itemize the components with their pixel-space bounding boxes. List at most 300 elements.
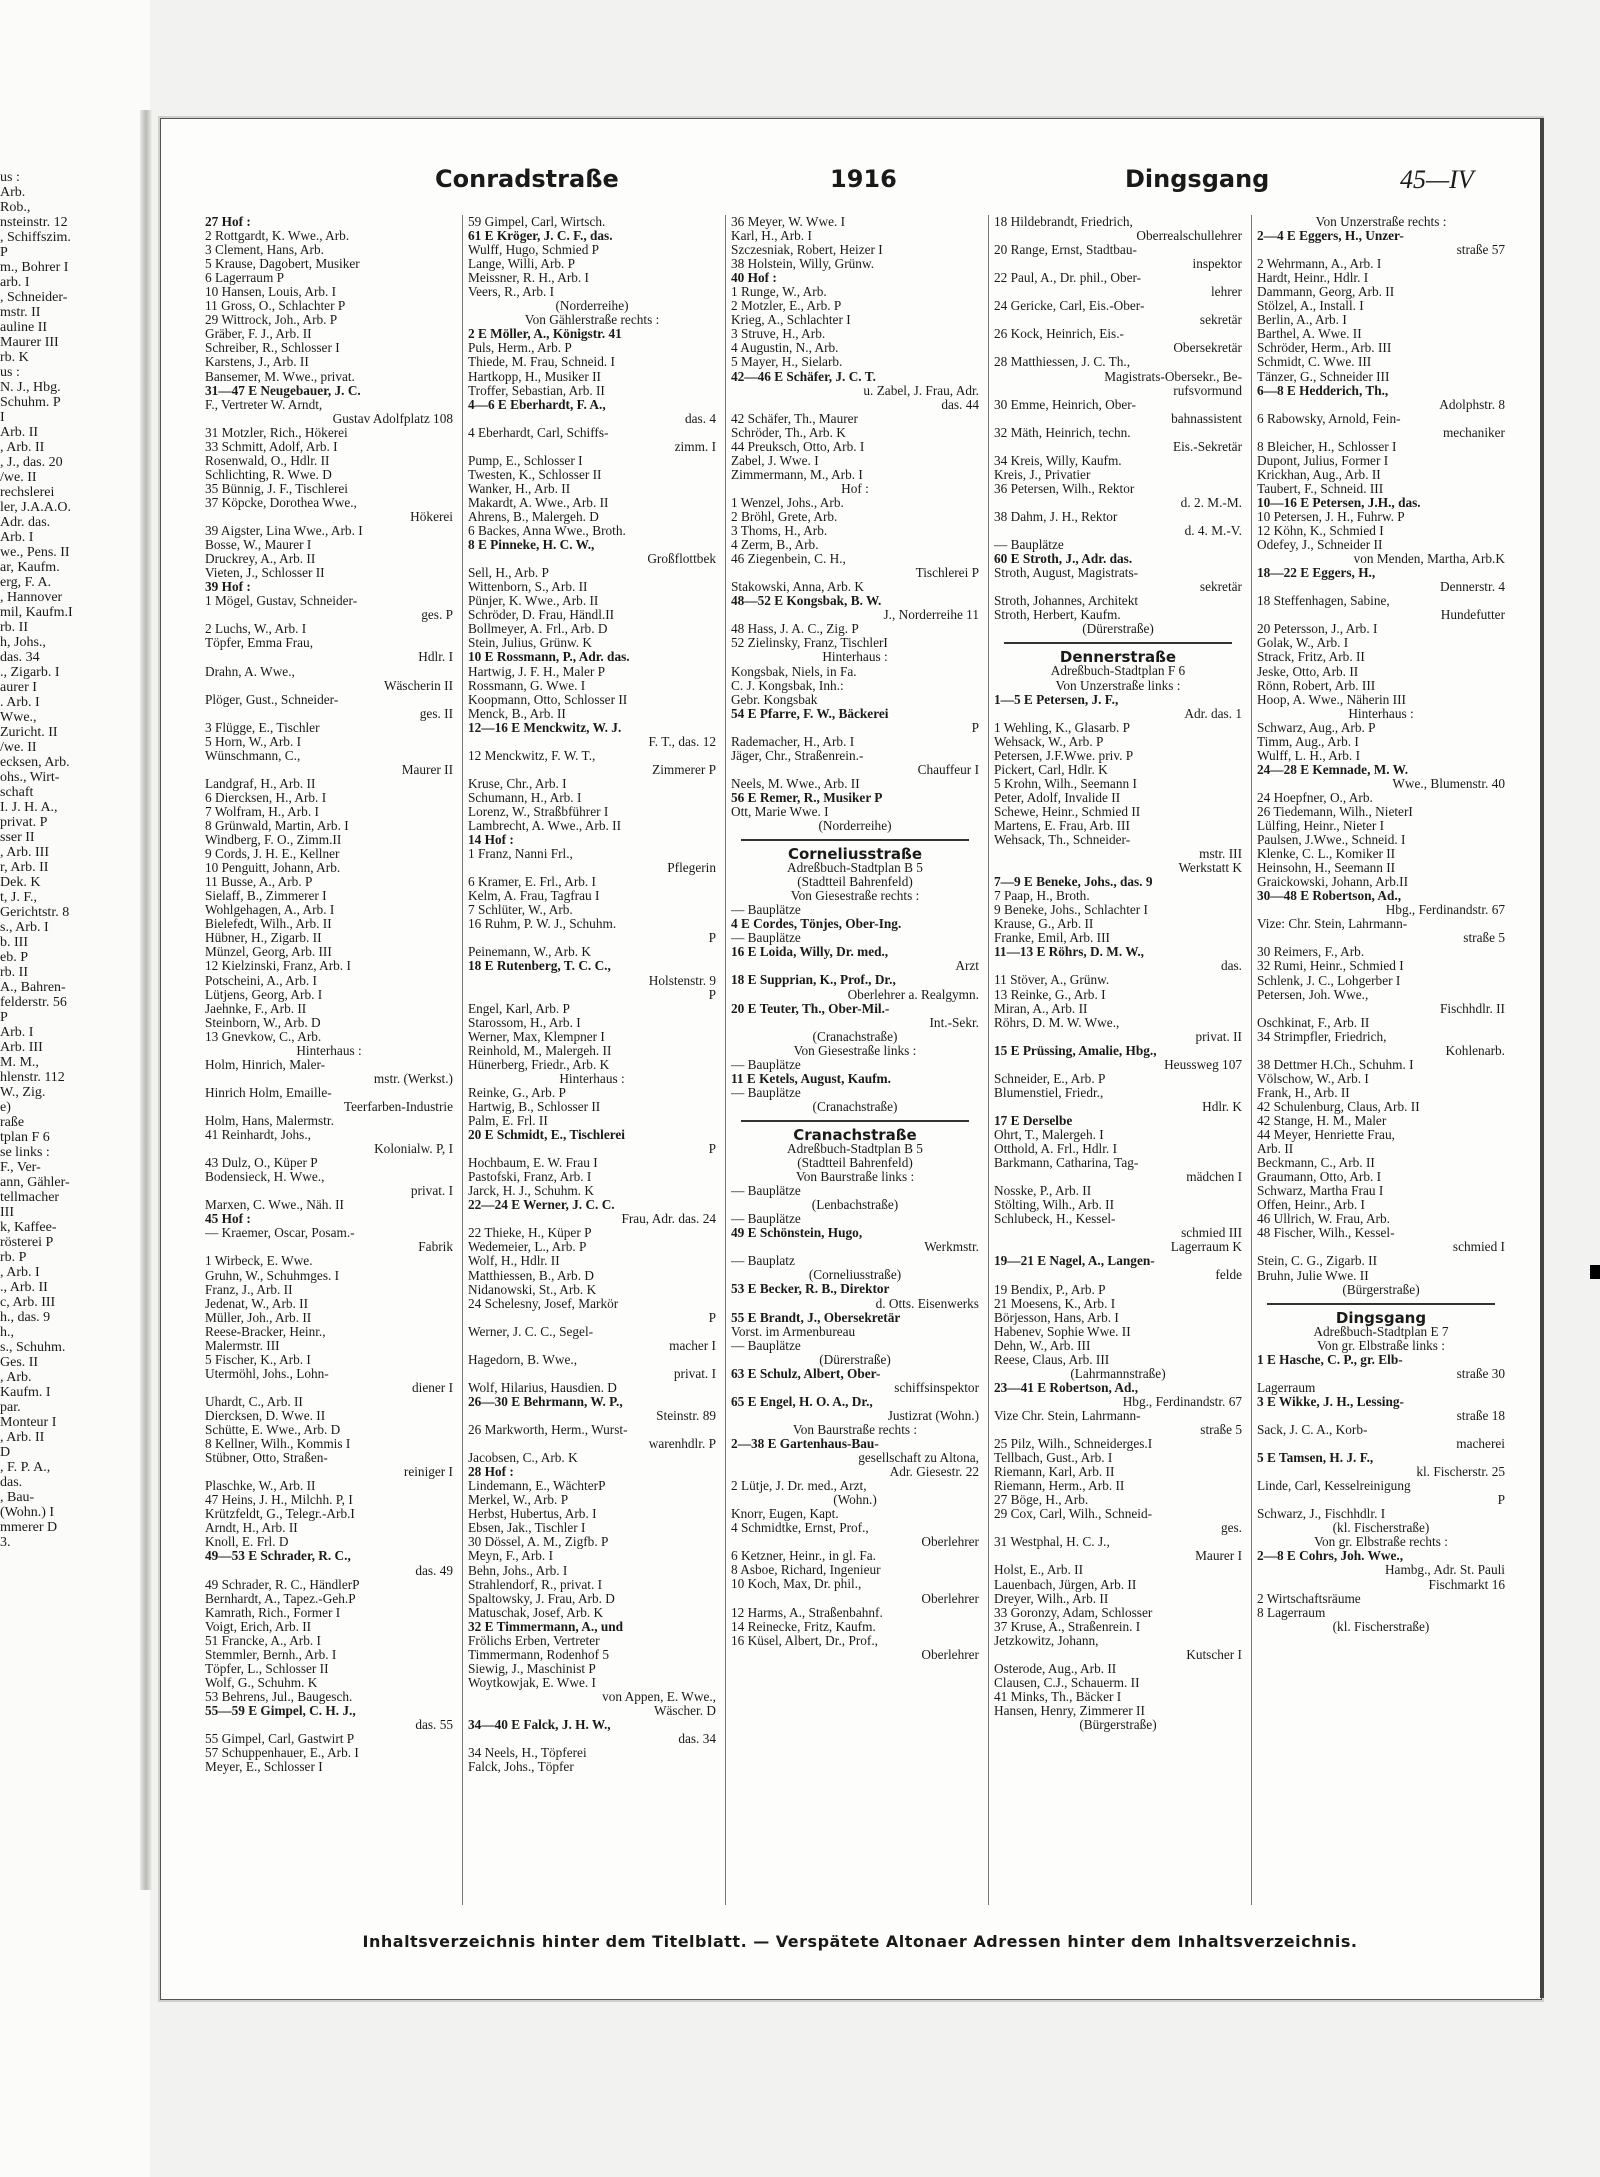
directory-entry: schmied III [1181,1225,1242,1241]
directory-entry: inspektor [1192,256,1242,272]
directory-entry: Lütjens, Georg, Arb. I [205,986,323,1002]
directory-entry: Schröder, D. Frau, Händl.II [468,607,615,623]
gutter-line: . Arb. I [0,695,40,710]
directory-entry: 41 Reinhardt, Johs., [205,1127,311,1143]
directory-entry: Matuschak, Josef, Arb. K [468,1604,604,1620]
directory-entry: Meyn, F., Arb. I [468,1548,553,1564]
directory-entry: Lambrecht, A. Wwe., Arb. II [468,818,621,834]
gutter-line: erg, F. A. [0,575,52,590]
gutter-line: t, J. F., [0,890,38,905]
directory-entry: 37 Kruse, A., Straßenrein. I [994,1618,1141,1634]
directory-entry: Jäger, Chr., Straßenrein.- [731,747,864,763]
header-year: 1916 [830,165,897,193]
directory-entry: Kelm, A. Frau, Tagfrau I [468,888,600,904]
directory-entry: 14 Reinecke, Fritz, Kaufm. [731,1618,876,1634]
directory-entry: das. 55 [415,1717,453,1733]
directory-entry: Oberlehrer [921,1534,979,1550]
directory-entry: Schumann, H., Arb. I [468,789,582,805]
directory-entry: Dupont, Julius, Former I [1257,452,1389,468]
gutter-line: , Arb. [0,1370,32,1385]
directory-entry: 14 Hof : [468,832,514,848]
directory-entry: Müller, Joh., Arb. II [205,1309,312,1325]
directory-entry: Hof : [841,480,869,496]
directory-entry: 8 Lagerraum [1257,1604,1326,1620]
directory-entry: Matthiessen, B., Arb. D [468,1267,594,1283]
directory-entry: Dennerstr. 4 [1440,579,1505,595]
directory-entry: 31 Westphal, H. C. J., [994,1534,1110,1550]
directory-entry: das. 44 [941,396,979,412]
directory-entry: Hartwig, J. F. H., Maler P [468,663,606,679]
directory-entry: Peinemann, W., Arb. K [468,944,591,960]
directory-entry: straße 57 [1456,242,1505,258]
gutter-line: mstr. II [0,305,41,320]
directory-entry: Plaschke, W., Arb. II [205,1478,316,1494]
column-divider [725,215,726,1905]
directory-entry: 44 Meyer, Henriette Frau, [1257,1127,1395,1143]
directory-entry: Werner, Max, Klempner I [468,1028,605,1044]
directory-entry: 4 Eberhardt, Carl, Schiffs- [468,424,609,440]
gutter-line: sser II [0,830,35,845]
directory-entry: Karl, H., Arb. I [731,228,812,244]
directory-entry: 39 Aigster, Lina Wwe., Arb. I [205,523,363,539]
column-2 [468,215,716,1915]
directory-entry: 27 Böge, H., Arb. [994,1492,1089,1508]
directory-entry: 1 Wirbeck, E. Wwe. [205,1253,313,1269]
directory-entry: Stölting, Wilh., Arb. II [994,1197,1115,1213]
directory-entry: 10 Penguitt, Johann, Arb. [205,860,341,876]
directory-entry: 5 Horn, W., Arb. I [205,733,302,749]
directory-entry: Lülfing, Heinr., Nieter I [1257,818,1385,834]
directory-entry: Knoll, E. Frl. D [205,1534,289,1550]
directory-entry: 18 E Rutenberg, T. C. C., [468,958,611,974]
directory-entry: 2 Rottgardt, K. Wwe., Arb. [205,228,350,244]
directory-entry: Maurer I [1195,1548,1242,1564]
directory-entry: 12 Harms, A., Straßenbahnf. [731,1604,883,1620]
gutter-line: rösterei P [0,1235,54,1250]
directory-entry: Schlenk, J. C., Lohgerber I [1257,972,1401,988]
directory-entry: Zabel, J. Wwe. I [731,452,819,468]
directory-entry: Ohrt, T., Malergeh. I [994,1127,1104,1142]
directory-entry: 16 Ruhm, P. W. J., Schuhm. [468,916,617,932]
directory-entry: Timm, Aug., Arb. I [1257,733,1359,749]
directory-entry: Stein, Julius, Grünw. K [468,635,592,651]
directory-entry: 10 Koch, Max, Dr. phil., [731,1576,862,1592]
directory-entry: Rossmann, G. Wwe. I [468,677,586,693]
directory-entry: straße 5 [1463,930,1505,946]
directory-entry: Frau, Adr. das. 24 [621,1211,716,1227]
directory-entry: Szczesniak, Robert, Heizer I [731,242,883,258]
directory-entry: mstr. III [1199,846,1242,862]
directory-entry: 32 Rumi, Heinr., Schmied I [1257,958,1404,974]
directory-entry: Riemann, Herm., Arb. II [994,1478,1125,1494]
gutter-line: rb. II [0,620,28,635]
gutter-line: s., Schuhm. [0,1340,66,1355]
directory-entry: Taubert, F., Schneid. III [1257,480,1384,496]
directory-entry: Von gr. Elbstraße rechts : [1314,1534,1448,1550]
directory-entry: 54 E Pfarre, F. W., Bäckerei [731,705,889,721]
gutter-line: A., Bahren- [0,980,66,995]
directory-entry: kl. Fischerstr. 25 [1416,1464,1505,1480]
directory-entry: 6 Kramer, E. Frl., Arb. I [468,874,596,890]
directory-entry: 32 E Timmermann, A., und [468,1618,624,1634]
directory-entry: Maurer II [401,761,453,777]
directory-entry: 2 Motzler, E., Arb. P [731,298,842,314]
directory-entry: 51 Francke, A., Arb. I [205,1632,321,1648]
directory-entry: 45 Hof : [205,1211,251,1227]
gutter-line: , J., das. 20 [0,455,63,470]
directory-entry: Völschow, W., Arb. I [1257,1070,1369,1086]
directory-entry: Eis.-Sekretär [1172,438,1242,454]
directory-entry: Marxen, C. Wwe., Näh. II [205,1197,344,1213]
directory-entry: 8 Asboe, Richard, Ingenieur [731,1562,881,1578]
gutter-line: se links : [0,1145,50,1160]
column-5 [1257,215,1505,1915]
directory-entry: Bansemer, M. Wwe., privat. [205,368,355,384]
gutter-line: eb. P [0,950,28,965]
directory-entry: Bosse, W., Maurer I [205,537,312,553]
directory-entry: Heinsohn, H., Seemann II [1257,860,1396,876]
directory-entry: privat. I [673,1365,716,1381]
directory-entry: Habenev, Sophie Wwe. II [994,1323,1131,1339]
directory-entry: Rosenwald, O., Hdlr. II [205,452,330,468]
gutter-line: Rob., [0,200,31,215]
directory-entry: Pflegerin [667,860,716,876]
section-rule [1004,642,1232,644]
gutter-line: /we. II [0,740,37,755]
directory-entry: Wehsack, Th., Schneider- [994,832,1131,848]
directory-entry: Bodensieck, H. Wwe., [205,1169,325,1185]
directory-entry: Hünerberg, Friedr., Arb. K [468,1056,610,1072]
directory-entry: Hdlr. I [418,649,453,665]
gutter-line: , Hannover [0,590,63,605]
directory-entry: Schröder, Th., Arb. K [731,424,846,440]
directory-entry: 9 Beneke, Johs., Schlachter I [994,902,1148,918]
directory-entry: Pickert, Carl, Hdlr. K [994,761,1108,777]
directory-entry: 27 Hof : [205,215,251,229]
street-heading: Dennerstraße [1059,648,1177,667]
gutter-line: , Arb. II [0,440,45,455]
directory-entry: 22—24 E Werner, J. C. C. [468,1197,615,1213]
directory-entry: 53 Behrens, Jul., Baugesch. [205,1688,353,1704]
directory-entry: 12 Kielzinski, Franz, Arb. I [205,958,351,974]
directory-entry: Sielaff, B., Zimmerer I [205,888,327,904]
directory-entry: 44 Preuksch, Otto, Arb. I [731,438,865,454]
directory-entry: Palm, E. Frl. II [468,1113,548,1128]
directory-entry: Stroth, August, Magistrats- [994,565,1139,581]
directory-entry: 5 Mayer, H., Sielarb. [731,354,843,370]
directory-entry: Ahrens, B., Malergeh. D [468,508,599,524]
directory-entry: 24 Hoepfner, O., Arb. [1257,789,1373,805]
directory-entry: Schmidt, C. Wwe. III [1257,354,1372,370]
directory-entry: 1 Wenzel, Johs., Arb. [731,494,844,510]
column-divider [1251,215,1252,1905]
directory-entry: Von Unzerstraße rechts : [1315,215,1447,229]
directory-entry: 4—6 E Eberhardt, F. A., [468,396,606,412]
directory-entry: Graickowski, Johann, Arb.II [1257,874,1409,890]
gutter-line: us : [0,170,20,185]
gutter-line: privat. P [0,815,48,830]
directory-entry: Timmermann, Rodenhof 5 [468,1646,609,1662]
directory-entry: sekretär [1199,312,1242,328]
directory-entry: 7 Wolfram, H., Arb. I [205,803,319,819]
column-divider [462,215,463,1905]
directory-entry: Oberlehrer [921,1646,979,1662]
directory-entry: 29 Cox, Carl, Wilh., Schneid- [994,1506,1153,1522]
directory-entry: das. 49 [415,1562,453,1578]
directory-entry: 38 Holstein, Willy, Grünw. [731,256,875,272]
margin-mark [1590,1265,1600,1279]
directory-entry: Berlin, A., Arb. I [1257,312,1347,328]
directory-entry: 1 Runge, W., Arb. [731,284,827,300]
directory-entry: Hansen, Henry, Zimmerer II [994,1702,1145,1718]
directory-entry: Arzt [955,958,979,974]
directory-entry: Lorenz, W., Straßbführer I [468,803,609,819]
directory-entry: Behn, Johs., Arb. I [468,1562,568,1578]
directory-entry: Woytkowjak, E. Wwe. I [468,1674,596,1690]
directory-entry: 55 E Brandt, J., Obersekretär [731,1309,901,1325]
directory-entry: Von Gählerstraße rechts : [524,312,660,328]
directory-entry: (Cranachstraße) [812,1028,898,1044]
gutter-line: (Wohn.) I [0,1505,55,1520]
gutter-line: h., [0,1325,14,1340]
directory-entry: 46 Ziegenbein, C. H., [731,551,846,567]
directory-entry: 11 Stöver, A., Grünw. [994,972,1110,988]
gutter-line: , Bau- [0,1490,35,1505]
directory-entry: (Norderreihe) [818,818,892,834]
directory-entry: Bruhn, Julie Wwe. II [1257,1267,1369,1283]
directory-entry: Utermöhl, Johs., Lohn- [205,1365,329,1381]
directory-entry: Reinhold, M., Malergeh. II [468,1042,612,1058]
directory-entry: Jeske, Otto, Arb. II [1257,663,1359,679]
gutter-line: ecksen, Arb. [0,755,70,770]
directory-entry: 28 Matthiessen, J. C. Th., [994,354,1131,370]
gutter-line: I [0,410,5,425]
directory-entry: Hochbaum, E. W. Frau I [468,1155,598,1171]
directory-entry: rufsvormund [1173,382,1242,398]
directory-entry: 1 Mögel, Gustav, Schneider- [205,593,358,609]
directory-entry: 6 Ketzner, Heinr., in gl. Fa. [731,1548,876,1564]
directory-entry: Wolf, H., Hdlr. II [468,1253,560,1269]
directory-entry: Jetzkowitz, Johann, [994,1632,1099,1648]
directory-entry: Von Baurstraße links : [795,1169,915,1185]
gutter-line: rb. II [0,965,28,980]
directory-entry: Troffer, Sebastian, Arb. II [468,382,605,398]
directory-entry: Werkmstr. [924,1239,979,1255]
directory-entry: 29 Wittrock, Joh., Arb. P [205,312,338,328]
directory-entry: 31 Motzler, Rich., Hökerei [205,424,348,440]
directory-entry: 59 Gimpel, Carl, Wirtsch. [468,215,606,229]
directory-entry: 18 E Supprian, K., Prof., Dr., [731,972,896,988]
directory-entry: 24—28 E Kemnade, M. W. [1257,761,1409,777]
directory-entry: Wäscherin II [383,677,453,693]
directory-entry: — Bauplätze [731,1211,801,1227]
directory-entry: d. 4. M.-V. [1184,523,1242,539]
directory-entry: Wittenborn, S., Arb. II [468,579,588,595]
directory-entry: 42 Schulenburg, Claus, Arb. II [1257,1098,1420,1114]
directory-entry: 10—16 E Petersen, J.H., das. [1257,494,1421,510]
directory-entry: Puls, Herm., Arb. P [468,340,572,356]
directory-entry: (Lahrmannstraße) [1070,1365,1166,1381]
directory-entry: Petersen, Joh. Wwe., [1257,986,1369,1002]
directory-entry: 33 Goronzy, Adam, Schlosser [994,1604,1153,1620]
gutter-line: III [0,1205,14,1220]
directory-entry: (Cranachstraße) [812,1098,898,1114]
gutter-line: Monteur I [0,1415,57,1430]
directory-entry: 33 Schmitt, Adolf, Arb. I [205,438,338,454]
directory-entry: Koopmann, Otto, Schlosser II [468,691,628,707]
directory-entry: Diercksen, D. Wwe. II [205,1407,326,1423]
directory-entry: Krieg, A., Schlachter I [731,312,851,328]
directory-entry: Hartwig, B., Schlosser II [468,1098,601,1114]
directory-entry: Zimmerer P [652,761,716,777]
directory-entry: Falck, Johs., Töpfer [468,1759,574,1775]
directory-entry: Wohlgehagen, A., Arb. I [205,902,335,918]
gutter-line: ohs., Wirt- [0,770,60,785]
column-4 [994,215,1242,1915]
gutter-line: Arb. [0,185,26,200]
directory-entry: 2 Lütje, J. Dr. med., Arzt, [731,1478,867,1494]
directory-entry: Clausen, C.J., Schauerm. II [994,1674,1140,1690]
directory-entry: C. J. Kongsbak, Inh.: [731,677,844,693]
directory-entry: Werner, J. C. C., Segel- [468,1323,594,1339]
directory-entry: Oberrealschullehrer [1136,228,1242,244]
directory-entry: u. Zabel, J. Frau, Adr. [863,382,979,398]
directory-entry: 11 Busse, A., Arb. P [205,874,313,890]
directory-entry: Holst, E., Arb. II [994,1562,1084,1578]
directory-entry: Linde, Carl, Kesselreinigung [1257,1478,1411,1494]
directory-entry: (Bürgerstraße) [1342,1281,1420,1297]
directory-entry: 26 Markworth, Herm., Wurst- [468,1422,628,1438]
directory-entry: Stölzel, A., Install. I [1257,298,1364,314]
directory-entry: Adreßbuch-Stadtplan E 7 [1313,1323,1449,1339]
directory-entry: Magistrats-Obersekr., Be- [1104,368,1242,384]
gutter-line: , Arb. II [0,1430,45,1445]
directory-entry: Hardt, Heinr., Hdlr. I [1257,270,1369,286]
directory-entry: Hdlr. K [1202,1098,1242,1114]
directory-entry: Fischmarkt 16 [1428,1576,1505,1592]
gutter-line: arb. I [0,275,30,290]
directory-entry: P [708,930,716,946]
directory-entry: Lange, Willi, Arb. P [468,256,576,272]
directory-entry: zimm. I [674,438,716,454]
directory-entry: 46 Ullrich, W. Frau, Arb. [1257,1211,1390,1227]
directory-entry: 47 Heins, J. H., Milchh. P, I [205,1492,353,1508]
gutter-line: tplan F 6 [0,1130,50,1145]
directory-entry: Nosske, P., Arb. II [994,1183,1092,1199]
gutter-line: Schuhm. P [0,395,61,410]
directory-entry: schiffsinspektor [894,1379,979,1395]
street-heading: Cranachstraße [793,1125,917,1144]
directory-entry: Kreis, J., Privatier [994,466,1091,482]
directory-columns [205,215,1520,1915]
directory-entry: (Wohn.) [833,1492,877,1508]
gutter-line: k, Kaffee- [0,1220,57,1235]
directory-entry: Werkstatt K [1178,860,1242,876]
gutter-line: hlenstr. 112 [0,1070,65,1085]
directory-entry: 30 Dössel, A. M., Zigfb. P [468,1534,609,1550]
directory-entry: 38 Dahm, J. H., Rektor [994,508,1118,524]
directory-entry: mechaniker [1442,424,1505,440]
gutter-line: r, Arb. II [0,860,49,875]
gutter-line: das. [0,1475,23,1490]
directory-entry: Hinterhaus : [1348,705,1414,721]
directory-entry: Wanker, H., Arb. II [468,480,571,496]
directory-entry: Windberg, F. O., Zimm.II [205,832,342,848]
directory-entry: Heussweg 107 [1164,1056,1242,1072]
directory-entry: 42 Stange, H. M., Maler [1257,1113,1387,1128]
directory-entry: 24 Schelesny, Josef, Markör [468,1295,619,1311]
gutter-line: das. 34 [0,650,40,665]
directory-entry: 42—46 E Schäfer, J. C. T. [731,368,876,384]
directory-entry: Petersen, J.F.Wwe. priv. P [994,747,1134,763]
directory-entry: Adolphstr. 8 [1439,396,1505,412]
directory-entry: ges. II [419,705,453,721]
directory-entry: (Norderreihe) [555,298,629,314]
directory-entry: 10 E Rossmann, P., Adr. das. [468,649,630,665]
gutter-line: Adr. das. [0,515,51,530]
directory-entry: Wolf, G., Schuhm. K [205,1674,318,1690]
directory-entry: Druckrey, A., Arb. II [205,551,316,567]
gutter-line: Maurer III [0,335,59,350]
directory-entry: 22 Thieke, H., Küper P [468,1225,592,1241]
directory-entry: 8 Bleicher, H., Schlosser I [1257,438,1397,454]
directory-entry: 4 Schmidtke, Ernst, Prof., [731,1520,869,1536]
directory-entry: 55 Gimpel, Carl, Gastwirt P [205,1731,355,1747]
directory-entry: (Lenbachstraße) [811,1197,899,1213]
directory-entry: das. 4 [684,410,716,426]
directory-entry: Gustav Adolfplatz 108 [332,410,453,426]
directory-entry: 30—48 E Robertson, Ad., [1257,888,1402,904]
directory-entry: Wünschmann, C., [205,747,301,763]
directory-entry: Bollmeyer, A. Frl., Arb. D [468,621,608,637]
directory-entry: 11 Gross, O., Schlachter P [205,298,346,314]
directory-entry: Merkel, W., Arb. P [468,1492,569,1508]
directory-entry: J., Norderreihe 11 [883,607,979,623]
directory-entry: Adr. das. 1 [1184,705,1242,721]
directory-entry: 48 Fischer, Wilh., Kessel- [1257,1225,1395,1241]
directory-entry: lehrer [1210,284,1242,300]
directory-entry: 7 Paap, H., Broth. [994,888,1090,904]
directory-entry: 65 E Engel, H. O. A., Dr., [731,1393,873,1409]
directory-entry: 19—21 E Nagel, A., Langen- [994,1253,1155,1269]
directory-entry: F., Vertreter W. Arndt, [205,396,323,412]
directory-entry: 3 Struve, H., Arb. [731,326,826,342]
directory-entry: Pünjer, K. Wwe., Arb. II [468,593,599,609]
directory-entry: Pastofski, Franz, Arb. I [468,1169,592,1185]
directory-entry: Holstenstr. 9 [648,972,716,988]
directory-entry: Wulff, Hugo, Schmied P [468,242,600,258]
directory-entry: Odefey, J., Schneider II [1257,537,1383,553]
directory-entry: Stroth, Herbert, Kaufm. [994,607,1121,623]
directory-entry: Strack, Fritz, Arb. II [1257,649,1365,665]
directory-entry: 16 Küsel, Albert, Dr., Prof., [731,1632,878,1648]
directory-entry: — Bauplätze [731,1084,801,1100]
directory-entry: Steinborn, W., Arb. D [205,1014,321,1030]
directory-entry: (Bürgerstraße) [1079,1716,1157,1732]
directory-entry: Neels, M. Wwe., Arb. II [731,775,860,791]
directory-entry: Arndt, H., Arb. II [205,1520,298,1536]
directory-entry: Wehsack, W., Arb. P [994,733,1104,749]
gutter-line: Zuricht. II [0,725,58,740]
directory-entry: 5 Krause, Dagobert, Musiker [205,256,360,272]
directory-entry: Hökerei [410,508,453,524]
gutter-line: e) [0,1100,11,1115]
directory-entry: 63 E Schulz, Albert, Ober- [731,1365,881,1381]
gutter-line: W., Zig. [0,1085,46,1100]
directory-entry: Schütte, E. Wwe., Arb. D [205,1422,341,1438]
directory-entry: 11 E Ketels, August, Kaufm. [731,1070,891,1086]
directory-entry: Krause, G., Arb. II [994,916,1094,932]
